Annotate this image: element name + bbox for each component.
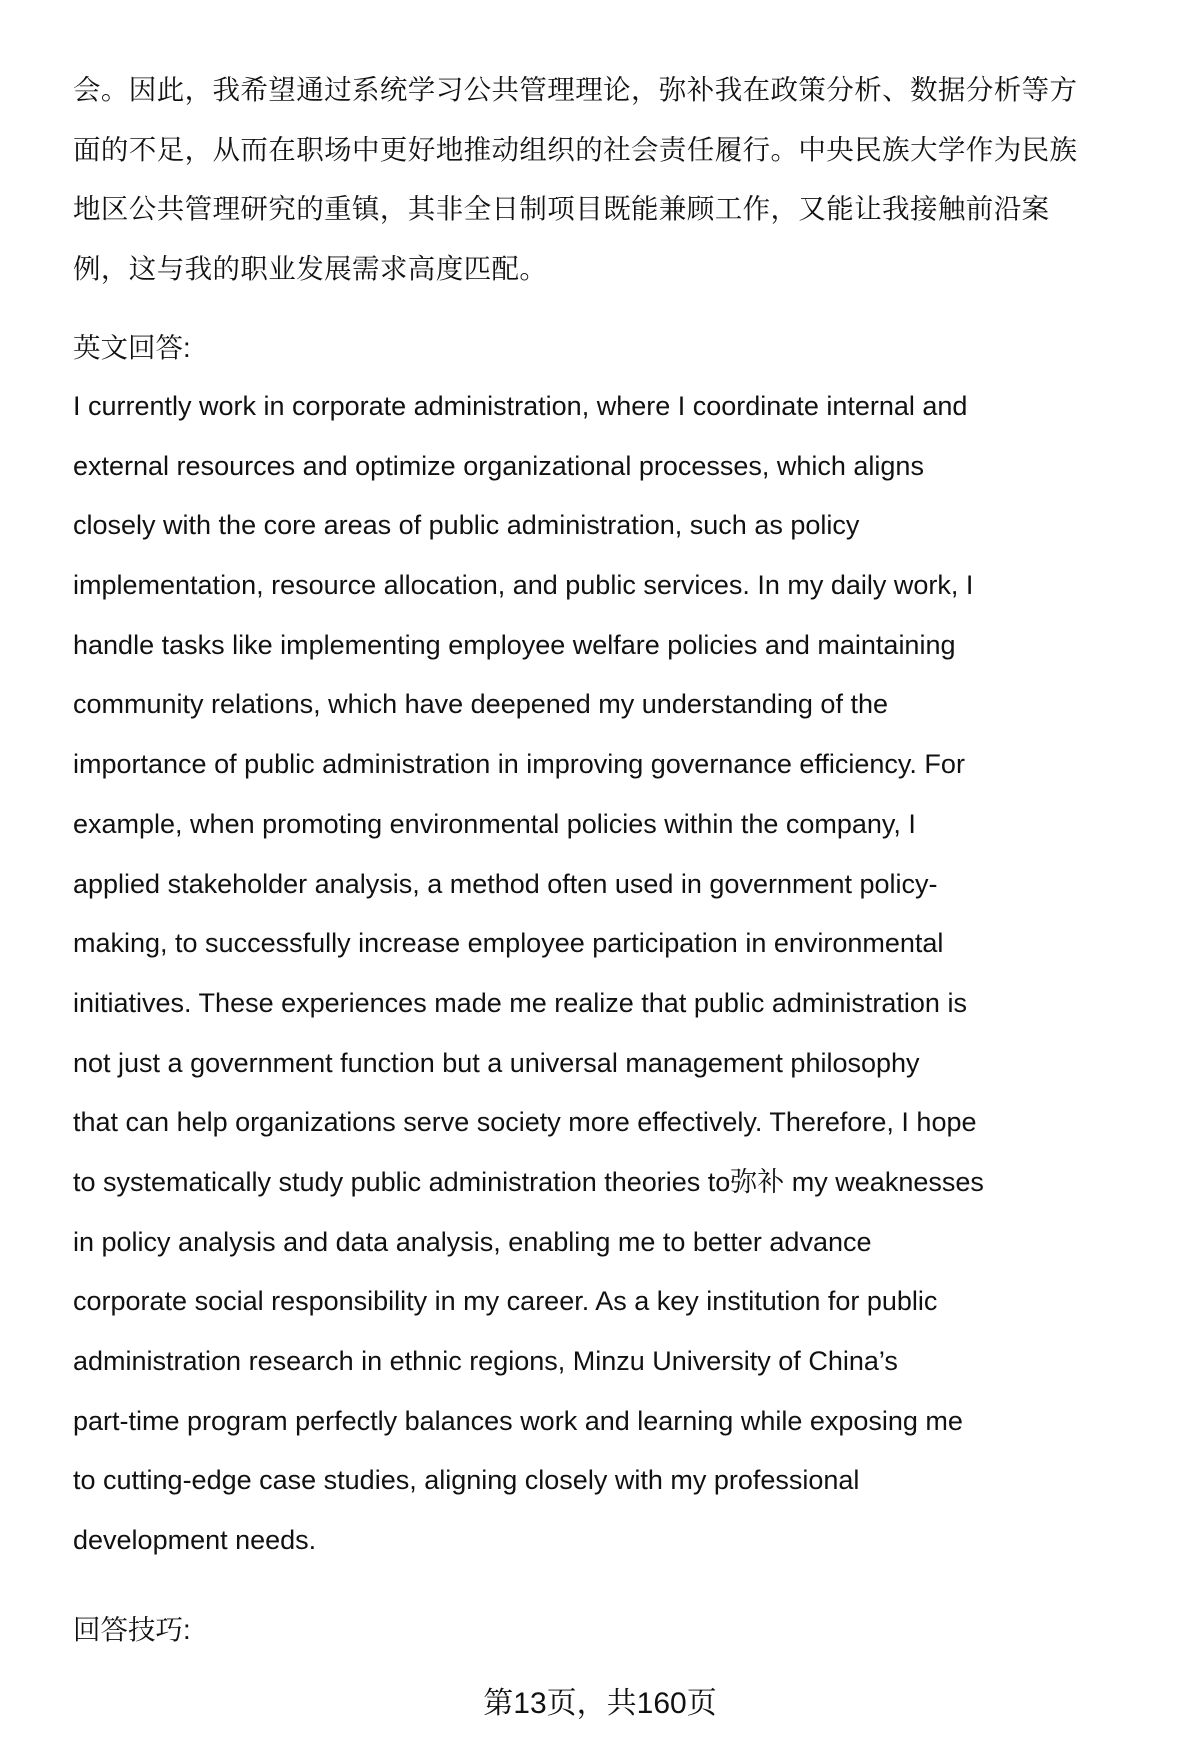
text-line: to cutting-edge case studies, aligning closely with my professional <box>73 1465 860 1496</box>
text-line: community relations, which have deepened my understanding of the <box>73 689 888 720</box>
text-line: 例，这与我的职业发展需求高度匹配。 <box>73 253 548 285</box>
text-line: importance of public administration in improving governance efficiency. For <box>73 749 965 780</box>
text-line: corporate social responsibility in my career. As a key institution for public <box>73 1286 938 1317</box>
chinese-answer-paragraph <box>73 60 1163 299</box>
text-line: not just a government function but a universal management philosophy <box>73 1047 920 1078</box>
text-line: I currently work in corporate administration, where I coordinate internal and <box>73 391 968 421</box>
text-line: closely with the core areas of public administration, such as policy <box>73 510 860 541</box>
page-number: 第13页，共160页 <box>483 1687 717 1720</box>
text-line: implementation, resource allocation, and public services. In my daily work, I <box>73 570 974 601</box>
text-line: in policy analysis and data analysis, enabling me to better advance <box>73 1226 872 1257</box>
english-answer-paragraph <box>73 377 1163 1571</box>
text-line: that can help organizations serve society more effectively. Therefore, I hope <box>73 1107 977 1138</box>
text-line: making, to successfully increase employee participation in environmental <box>73 928 944 959</box>
text-line: administration research in ethnic regions, Minzu University of China’s <box>73 1346 898 1376</box>
text-line: external resources and optimize organizational processes, which aligns <box>73 450 924 481</box>
english-answer-label: 英文回答: <box>73 332 191 363</box>
text-line: 会。因此，我希望通过系统学习公共管理理论，弥补我在政策分析、数据分析等方 <box>73 74 1078 105</box>
text-line: example, when promoting environmental policies within the company, I <box>73 808 916 839</box>
text-line: development needs. <box>73 1525 317 1556</box>
answer-tips-label: 回答技巧: <box>73 1614 191 1645</box>
text-line: 地区公共管理研究的重镇，其非全日制项目既能兼顾工作，又能让我接触前沿案 <box>73 193 1050 225</box>
text-line: initiatives. These experiences made me realize that public administration is <box>73 987 967 1018</box>
text-line: 面的不足，从而在职场中更好地推动组织的社会责任履行。中央民族大学作为民族 <box>73 133 1078 165</box>
text-line: applied stakeholder analysis, a method often used in government policy- <box>73 868 938 899</box>
text-line: to systematically study public administration theories to弥补 my weaknesses <box>73 1166 984 1197</box>
text-line: handle tasks like implementing employee welfare policies and maintaining <box>73 629 956 660</box>
text-line: part-time program perfectly balances work and learning while exposing me <box>73 1405 963 1436</box>
